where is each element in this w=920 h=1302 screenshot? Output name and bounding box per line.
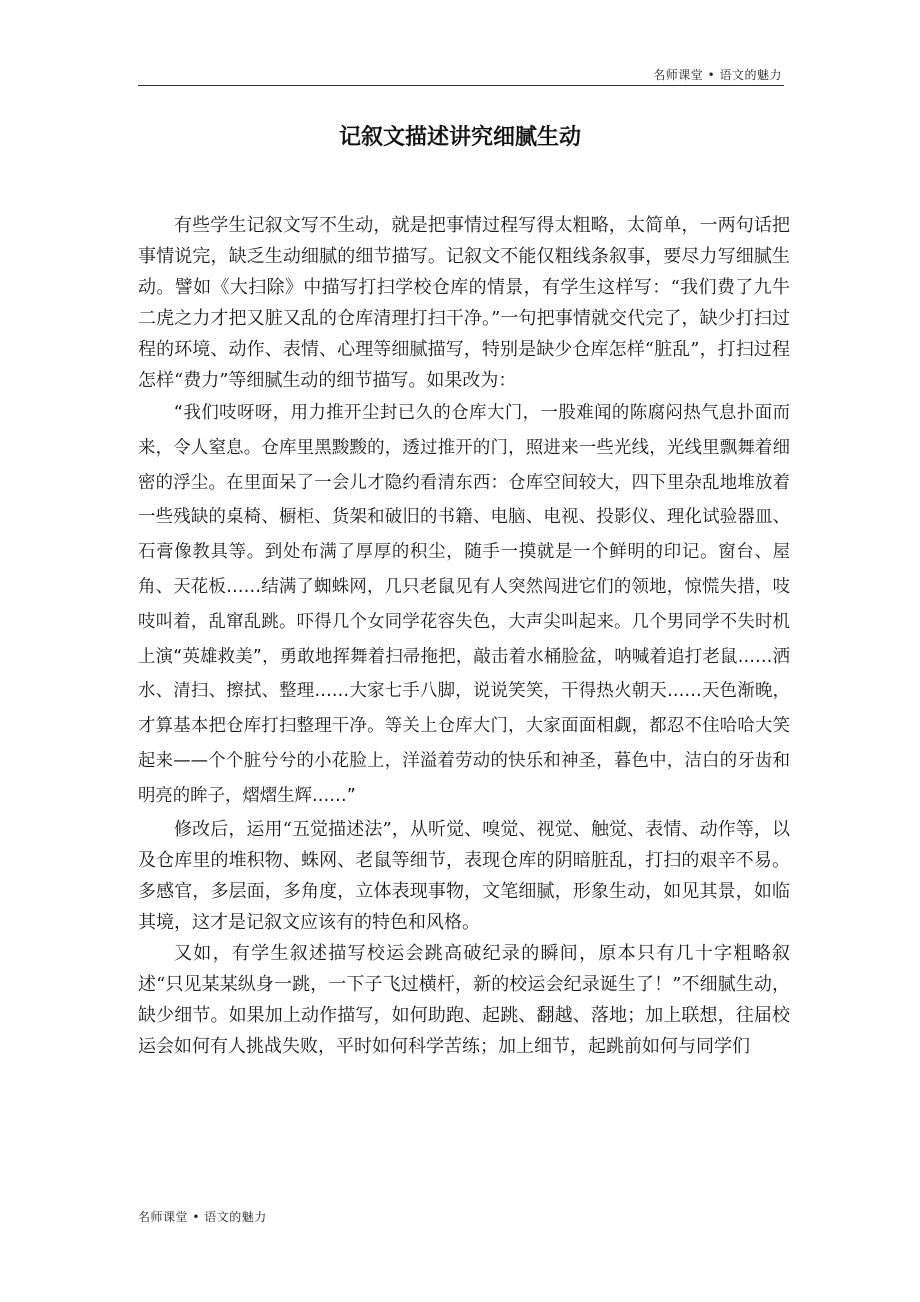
paragraph-analysis: 修改后，运用“五觉描述法”，从听觉、嗅觉、视觉、触觉、表情、动作等，以及仓库里的堆积物、蛛网、老鼠等细节，表现仓库的阴暗脏乱，打扫的艰辛不易。多感官，多层面，多角度，立体表现事物，文笔细腻，形象生动，如见其景，如临其境，这才是记叙文应该有的特色和风格。 [138,818,790,933]
paragraph-intro: 有些学生记叙文写不生动，就是把事情过程写得太粗略，太简单，一两句话把事情说完，缺乏生动细腻的细节描写。记叙文不能仅粗线条叙事，要尽力写细腻生动。譬如《大扫除》中描写打扫学校仓库的情景，有学生这样写：“我们费了九牛二虎之力才把又脏又乱的仓库清理打扫干净。”一句把事情就交代完了，缺少打扫过程的环境、动作、表情、心理等细腻描写，特别是缺少仓库怎样“脏乱”，打扫过程怎样“费力”等细腻生动的细节描写。如果改为： [138,215,790,391]
page-footer: 名师课堂 • 语文的魅力 [138,1210,267,1224]
document-title: 记叙文描述讲究细腻生动 [338,124,581,150]
page-header: 名师课堂 • 语文的魅力 [653,68,782,82]
paragraph-example-quote: “我们吱呀呀，用力推开尘封已久的仓库大门，一股难闻的陈腐闷热气息扑面而来，令人窒息。仓库里黑黢黢的，透过推开的门，照进来一些光线，光线里飘舞着细密的浮尘。在里面呆了一会儿才隐约看清东西：仓库空间较大，四下里杂乱地堆放着一些残缺的桌椅、橱柜、货架和破旧的书籍、电脑、电视、投影仪、理化试验器皿、石膏像教具等。到处布满了厚厚的积尘，随手一摸就是一个鲜明的印记。窗台、屋角、天花板……结满了蜘蛛网，几只老鼠见有人突然闯进它们的领地，惊慌失措，吱吱叫着，乱窜乱跳。吓得几个女同学花容失色，大声尖叫起来。几个男同学不失时机上演“英雄救美”，勇敢地挥舞着扫帚拖把，敲击着水桶脸盆，呐喊着追打老鼠……洒水、清扫、擦拭、整理……大家七手八脚，说说笑笑，干得热火朝天……天色渐晚，才算基本把仓库打扫整理干净。等关上仓库大门，大家面面相觑，都忍不住哈哈大笑起来——个个脏兮兮的小花脸上，洋溢着劳动的快乐和神圣，暮色中，洁白的牙齿和明亮的眸子，熠熠生辉……” [138,403,790,806]
header-divider [138,85,784,86]
document-body [138,210,790,1062]
paragraph-second-example: 又如，有学生叙述描写校运会跳高破纪录的瞬间，原本只有几十字粗略叙述“只见某某纵身一跳，一下子飞过横杆，新的校运会纪录诞生了！”不细腻生动，缺少细节。如果加上动作描写，如何助跑、起跳、翻越、落地；加上联想，往届校运会如何有人挑战失败，平时如何科学苦练；加上细节，起跳前如何与同学们 [138,942,790,1057]
